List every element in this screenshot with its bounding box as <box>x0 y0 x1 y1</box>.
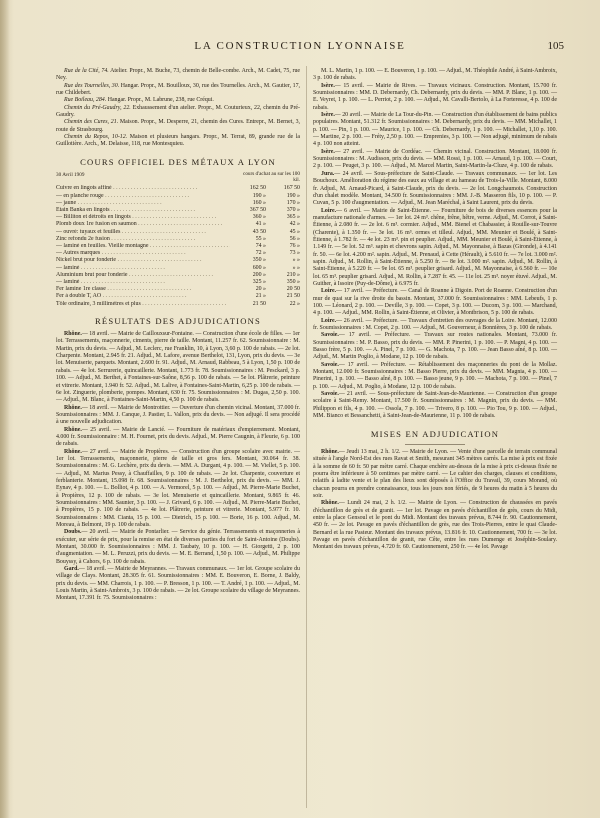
metal-name: — laminé en feuilles. Vieille montagne . . . <box>56 243 230 250</box>
entry-region: Rhône. <box>321 500 339 507</box>
page-header <box>0 0 600 64</box>
metal-row <box>56 214 300 221</box>
metal-name: Etain Banka en lingots . . . <box>56 207 230 214</box>
result-entry: Savoie.— 21 avril. — Sous-préfecture de Saint-Jean-de-Maurienne. — Construction d'un groupe scolaire à Saint-Remy. Montant, 17.500 fr. Soumissionnaires : M. Magnin, prix du devis. — MM. Philippon et fils, 4 p. 100. — Ossola, 7 p. 100. — Trivero, 8 p. 100. — Pio Tou, 9 p. 100. — Adjud., MM. Bianco et Bessanchetti, à Saint-Jean-de-Maurienne, 11 p. 100 de rabais. <box>313 391 557 420</box>
results-section-title: RÉSULTATS DES ADJUDICATIONS <box>94 315 262 326</box>
metal-name: — jaune . . . <box>56 200 230 207</box>
metal-row <box>56 272 300 279</box>
right-column <box>313 68 557 552</box>
metal-price-min: 600 » <box>252 264 266 271</box>
permit-street: Chemin des Cures, 21. <box>64 119 119 126</box>
permit-entry: Chemin des Cures, 21. Maison. Propr., M. Desperre, 21, chemin des Cures. Entrepr., M. Bernet, 3, route de Strasbourg. <box>56 119 300 133</box>
metals-table-header <box>56 172 300 183</box>
permit-street: Rue de la Cité, 74. <box>64 68 109 74</box>
metal-row <box>56 236 300 243</box>
results-list-right <box>313 68 557 421</box>
result-entry: Doubs.— 20 avril. — Mairie de Pontarlier. — Service du génie. Terrassements et maçonneries à exécuter, sur série de prix, pour la remise en état de diverses parties du fort de Saint-Antoine (Doubs). Montant, 30.000 fr. Soumissionnaires : MM. J. Taubaty, 10 p. 100. — H. Giorgetti, 2 p. 100 d'augmentation. — M. L. Peruzzi, prix du devis. — M. E. Berrand, 1,50 p. 100. — Adjud., M. Philippe Bouyssy, à Cahors, 6 p. 100 de rabais. <box>56 529 300 565</box>
entry-region: Rhône. <box>64 448 82 455</box>
metal-price-max: 21 50 <box>286 293 300 300</box>
entry-region: Isère. <box>321 82 335 89</box>
metal-price-min: 21 » <box>255 293 266 300</box>
metal-name: Fer lamine 1re classe . . . <box>56 286 230 293</box>
metal-price-max: 76 » <box>289 242 300 249</box>
entry-region: Loire. <box>321 207 337 214</box>
entry-region: Savoie. <box>321 391 339 398</box>
metal-price-max: 22 » <box>289 300 300 307</box>
metal-name: — laminé . . . <box>56 279 230 286</box>
metal-price-min: 325 » <box>252 278 266 285</box>
results-list-left <box>56 331 300 603</box>
result-entry: Rhône.— 25 avril. — Mairie de Lancié. — Fourniture de matériaux d'empierrement. Montant, 4.000 fr. Soumissionnaire : M. H. Fournet, prix du devis. Adjud., M. Pierre Caugnin, à Fleurie, 6 p. 100 de rabais. <box>56 426 300 448</box>
result-entry: Loire.— 26 avril. — Préfecture. — Travaux d'entretien des ouvrages de la Loire. Montant, 12.000 fr. Soumissionnaires : M. Copet, 2 p. 100. — Adjud., M. Gouverneur, à Bonnières, 3 p. 100 de rabais. <box>313 317 557 332</box>
metals-table <box>56 185 300 307</box>
metal-row <box>56 301 300 308</box>
result-entry: Savoie.— 17 avril. — Préfecture. — Rétablissement des maçonneries du pont de la Mollaz. Montant, 12.000 fr. Soumissionnaires : M. Basso Pierre, prix du devis. — MM. Magnia, 4 p. 100. — Pinerini, 1 p. 100. — Basso aîné, 8 p. 100. — Basso jeune, 9 p. 100. — Machota, 7 p. 100. — Pinel, 7 p. 100. — Adjud., M. Poglio, à Modane, 12 p. 100 de rabais. <box>313 361 557 390</box>
metal-name: Cuivre en lingots affiné . . . <box>56 185 230 192</box>
permit-entry: Rue de la Cité, 74. Atelier. Propr., M. Buche, 73, chemin de Belle-combe. Arch., M. Cadet, 75, rue Ney. <box>56 68 301 82</box>
metal-name: Plomb doux 1re fusion en saumon . . . <box>56 221 230 228</box>
entry-region: Savoie. <box>321 332 339 339</box>
metal-price-min: 350 » <box>252 257 266 264</box>
result-entry: Gard.— 18 avril. — Mairie de Meyrannes. — Travaux communaux. — 1er lot. Groupe scolaire du village de Clays. Montant, 28.305 fr. 61. Soumissionnaires : MM. E. Bouveron, E. Borne, J. Baldy, prix du devis. — MM. Charrois, 1 p. 100. — P. Bresson, 1 p. 100. — T. André, 1 p. 100. — Adjud., M. Louis Martin, à Saint-Ambroix, 3 p. 100 de rabais. — 2e lot. Groupe scolaire du village de Meyrannes. Montant, 17.391 fr. 75. Soumissionnaires : <box>56 566 300 602</box>
metal-price-max: » » <box>292 264 300 271</box>
metal-price-max: 42 » <box>289 221 300 228</box>
result-entry: Rhône.— 18 avril. — Mairie de Caillouxsur-Fontaine. — Construction d'une école de filles. — 1er lot. Terrassements, maçonnerie, ciments, pierre de taille. Montant, 11.257 fr. 62. Soumissionnaire : M. Martin, prix du devis. — Adjud., M. Leclerc, rue Franklin, 10, à Lyon, 3,60 p. 100 de rabais. — 2e lot. Charpente. Montant, 2.945 fr. 21. Adjud., M. Lafore, avenue Berthelot, 131, Lyon, prix du devis. — 3e lot. Menuiserie, parquets. Montant, 2.600 fr. 91. Adjud., M. Arnaud, Rabbeau, 5 à Lyon, 1,50 p. 100 de rabais. — 4e lot. Serrurerie, quincaillerie. Montant, 1.773 fr. 78. Soumissionnaires : M. Pesckard, 3 p. 100. — Adjud., M. Berthet, à Fontaines-sur-Saône, 8,56 p. 100 de rabais. — 5e lot. Plâtrerie, peinture et vitrerie. Montant, 1.940 fr. 52. Adjud., M. Lalive, à Fontaines-Saint-Martin, 6,25 p. 100 de rabais. — 6e lot. Zinguerie, plomberie, pompes. Montant, 630 fr. 75. Soumissionnaires : M. Dugas, 2,50 p. 100. — Adjud., M. Blanc, à Fontaines-Saint-Martin, 4,50 p. 100 de rabais. <box>56 331 300 404</box>
metal-row <box>56 286 300 293</box>
result-entry: Isère.— 27 avril. — Mairie de Cordéac. — Chemin vicinal. Construction. Montant, 18.000 fr. Soumissionnaires : M. Audisson, prix du devis. — MM. Rossi, 1 p. 100. — Arnaud, 1 p. 100. — Court, 2 p. 100. — Peuget, 3 p. 100. — Adjud., M. Marcel Martin, Saint-Martin-la-Cluze, 4 p. 100 de rabais. <box>313 148 557 170</box>
metal-name: Zinc refondu 2e fusion . . . <box>56 236 230 243</box>
entry-region: Rhône. <box>321 448 339 455</box>
metal-name: Tôle ordinaire, 3 millimètres et plus . . . <box>56 301 230 308</box>
metals-date: 30 Avril 1909 <box>56 172 85 179</box>
metal-row <box>56 221 300 228</box>
metal-row <box>56 265 300 272</box>
metal-price-max: 370 » <box>286 206 300 213</box>
metal-price-min: 20 » <box>255 286 266 293</box>
metal-row <box>56 279 300 286</box>
metal-row <box>56 257 300 264</box>
permit-street: Rue des Tournelles, 30. <box>64 82 120 89</box>
building-permits-list <box>56 68 300 149</box>
metal-row <box>56 243 300 250</box>
metal-price-min: 367 50 <box>249 206 266 213</box>
metal-row <box>56 250 300 257</box>
metal-row <box>56 200 300 207</box>
mises-section-title: MISES EN ADJUDICATION <box>370 428 500 439</box>
metal-price-max: 210 » <box>286 271 300 278</box>
metal-name: — Autres marques . . . <box>56 250 230 257</box>
entry-region: Doubs. <box>64 529 82 536</box>
permit-street: Chemin du Repos, 10-12. <box>64 134 128 141</box>
metal-price-max: » » <box>292 257 300 264</box>
page-binding-shadow <box>0 0 10 818</box>
entry-region: Gard. <box>64 566 79 573</box>
result-entry: Loire.— 6 avril. — Mairie de Saint-Étienne. — Fourniture de bois de diverses essences pour la manufacture nationale d'armes. — 1er lot. 24 m³. chêne, frêne, hêtre, verne. Adjud., M. Corrot, à Saint-Étienne, à 2.080 fr. — 2e lot. 6 m³. cormier. Adjud., MM. Bienel et Chabassier, à Rouille-sur-Touvre (Charente), à 1.350 fr. — 3e lot. 16 m³. ormes et tilleul. Adjud., MM. Meunier et Boulé, à Saint-Étienne, à 1.782 fr. — 4e lot. 23 m³. pin et peuplier. Adjud., MM. Meunier et Boulé, à Saint-Étienne, à 1.149 fr. — 5e lot. 52 m³. sapin et chevrons sapin. Adjud., M. Mayonnaise, à Bazas (Gironde), à 4.141 fr. 50. — 6e lot. 4.200 m². sapin. Adjud., M. Prenaud, à Cette (Hérault), à 5.610 fr. — 7e lot. 3.000 m². sapin. Adjud., M. Rollin, à Saint-Étienne, à 5.250 fr. — 8e lot. 3.000 m². sapin. Adjud., M. Rollin, à Saint-Étienne, à 5.220 fr. — 9e lot. 65 m³. peuplier grisard. Adjud., M. Mayonnaise, à 6.560 fr. — 10e lot. 65 m³. peuplier grisard. Adjud., M. Rollin, à 7.287 fr. 45. — 11e lot. 25 m³. noyer étuvé. Adjud., M. Guither, à Issoire (Puy-de-Dôme), à 6.975 fr. <box>313 207 557 287</box>
metal-price-min: 74 » <box>255 242 266 249</box>
result-entry: Rhône.— 18 avril. — Mairie de Montrottier. — Ouverture d'un chemin vicinal. Montant, 37.000 fr. Soumissionnaires : MM. J. Canque, J. Pastier, L. Vallon, prix du devis. — Non adjugé. Il sera procédé à une nouvelle adjudication. <box>56 404 300 426</box>
metal-price-min: 200 » <box>252 271 266 278</box>
permit-entry: Chemin du Repos, 10-12. Maison et plusieurs hangars. Propr., M. Terrat, 89, grande rue de la Guillotière. Arch., M. Delaisse, 118, rue Montesquieu. <box>56 134 300 148</box>
metals-column-head: cours d'achat au sur les 100 kil. <box>243 171 300 183</box>
entry-region: Isère. <box>321 148 335 155</box>
metal-price-min: 162 50 <box>249 185 266 192</box>
result-entry: Loire.— 17 avril. — Préfecture. — Canal de Roanne à Digoin. Port de Roanne. Construction d'un mur de quai sur la rive droite du bassin. Montant, 37.000 fr. Soumissionnaires : MM. Lebeufs, 1 p. 100. — Léonard, 2 p. 100. — Deville, 3 p. 100. — Copet, 3 p. 100. — Ducom, 3 p. 100. — Marchand, 4 p. 100. — Adjud., MM. Rollin, à Saint-Étienne, et Olivier, à Montbrison, 5 p. 100 de rabais. <box>313 288 557 317</box>
metal-name: — en planche rouge . . . <box>56 193 230 200</box>
entry-region: Jura. <box>321 170 335 177</box>
result-entry: Jura.— 24 avril. — Sous-préfecture de Saint-Claude. — Travaux communaux. — 1er lot. Les Bouchoux. Amélioration du régime des eaux au village et au hameau de Trois-la-Ville. Montant, 8.000 fr. Adjud., M. Arnaud-Picard, à Saint-Claude, prix du devis. — 2e lot. Longchaumois. Construction d'un chalet modèle. Montant, 34.500 fr. Soumissionnaires : MM. J.-B. Masseron fils, 10 p. 100. — P. Cuvan, 5 p. 100 d'augmentation. — Adjud., M. Jean Maréchal, à Saint Laurent, prix du devis. <box>313 170 557 207</box>
entry-region: Rhône. <box>64 404 82 411</box>
metal-price-min: 21 50 <box>252 300 266 307</box>
metal-name: Fer à double T, AO . . . <box>56 293 230 300</box>
metal-price-max: 170 » <box>286 199 300 206</box>
metal-price-min: 160 » <box>252 199 266 206</box>
permit-street: Rue Boileau, 284. <box>64 97 107 104</box>
metal-price-min: 43 50 <box>252 228 266 235</box>
metal-name: Nickel brut pour fonderie . . . <box>56 257 230 264</box>
mise-entry: Rhône.— Lundi 24 mai, 2 h. 1/2. — Mairie de Lyon. — Construction de chaussées en pavés d'échantillon de grès et de granit. — 1er lot. Pavage en pavés d'échantillon de grès, cours du Midi, entre la place Gensoul et le pont du Midi. Montant des travaux prévus, 8.744 fr. 90. Cautionnement, 450 fr. — 2e lot. Pavage en pavés d'échantillon de grès, rue des Trois-Pierres, entre le quai Claude-Bernard et la rue Pasteur. Montant des travaux prévus, 13.816 fr. 10. Cautionnement, 700 fr. — 3e lot. Pavage en pavés d'échantillon de granit, rue Cête, entre les rues Dumenge et Joséphin-Soulary. Montant des travaux prévus, 4.720 fr. 60. Cautionnement, 250 fr. — 4e lot. Pavage <box>313 500 557 551</box>
mise-entry: Rhône.— Jeudi 13 mai, 2 h. 1/2. — Mairie de Lyon. — Vente d'une parcelle de terrain communal située à l'angle Nord-Est des rues Ravat et Smith, mesurant 345 mètres carrés. La mise à prix est fixée à la somme de 60 fr. 50 par mètre carré. Chaque enchère au-dessus de la mise à prix ci-dessus fixée ne pourra être inférieure à 50 centimes par mètre carré. — Le cahier des charges, clauses et conditions, relatifs à ladite vente et le plan des lieux sont déposés à l'Office du Travail, 39, cours Morand, où chacun pourra en prendre connaissance, tous les jours non fériés, de 9 heures du matin à 5 heures du soir. <box>313 448 557 499</box>
metal-row <box>56 207 300 214</box>
permit-entry: Rue des Tournelles, 30. Hangar. Propr., M. Bouilloux, 30, rue des Tournelles. Arch., M. Gautier, 17, rue Childebert. <box>56 82 300 97</box>
metal-price-min: 72 » <box>255 250 266 257</box>
page-number: 105 <box>547 40 564 52</box>
metal-price-max: 73 » <box>289 250 300 257</box>
metal-price-max: 190 » <box>286 192 300 199</box>
metal-name: Aluminium brut pour fonderie . . . <box>56 272 230 279</box>
entry-region: Savoie. <box>321 361 339 368</box>
metal-price-min: 190 » <box>252 192 266 199</box>
section-rule <box>405 444 465 445</box>
result-entry: Savoie.— 17 avril. — Préfecture. — Travaux sur routes nationales. Montant, 73.000 fr. Soumissionnaires : M. P. Basso, prix du devis. — MM. P. Pinerini, 1 p. 100. — P. Magni, 4 p. 100. — Basso frère, 5 p. 100. — A. Pinel, 7 p. 100. — G. Machota, 7 p. 100. — Jean Basso aîné, 8 p. 100. — Adjud., M. Martin Poglio, à Modane, 12 p. 100 de rabais. <box>313 332 557 361</box>
metal-price-max: 365 » <box>286 214 300 221</box>
metal-price-max: 45 » <box>289 228 300 235</box>
entry-region: Rhône. <box>64 426 82 433</box>
result-entry: Isère.— 20 avril. — Mairie de La Tour-du-Pin. — Construction d'un établissement de bains publics populaires. Montant, 51.312 fr. Soumissionnaires : M. Debernardy, prix du devis. — MM. Michallet, 1 p. 100. — Pin, 1 p. 100. — Maurice, 1 p. 100. — Ch. Debernardy, 1 p. 100. — Michallet, 1,10 p. 100. — Martine, 2 p. 100. — Fréty, 2,50 p. 100. — Emprenies, 3 p. 100. — Non adjugé, minimum de rabais 4 p. 100 non atteint. <box>313 112 557 148</box>
metal-price-max: 350 » <box>286 278 300 285</box>
metal-row <box>56 193 300 200</box>
entry-region: Loire. <box>321 317 337 324</box>
metal-price-max: 167 50 <box>283 185 300 192</box>
metal-name: — ouvré: tuyaux et feuilles . . . <box>56 229 230 236</box>
left-column <box>56 68 300 603</box>
metal-price-min: 360 » <box>252 214 266 221</box>
metal-name: — laminé . . . <box>56 265 230 272</box>
metal-price-min: 55 » <box>255 235 266 242</box>
journal-title: LA CONSTRUCTION LYONNAISE <box>194 40 406 52</box>
entry-region: Loire. <box>321 288 337 295</box>
metal-name: — Billiton et détroits en lingots . . . <box>56 214 230 221</box>
result-entry: Rhône.— 27 avril. — Mairie de Propières. — Construction d'un groupe scolaire avec mairie. — 1er lot. Terrassements, maçonnerie, pierre de taille et gros fers. Montant, 30.064 fr. 38. Soumissionnaires : M. G. Lechère, prix du devis. — MM. A. Durgant, 4 p. 100. — M. Viellet, 5 p. 100. — Adjud., M. Marius Pessy, à Chauffailles, 9 p. 100 de rabais. — 2e lot. Charpente, couverture et ferblanterie. Montant, 15.098 fr. 68. Soumissionnaires : M. J. Berthelot, prix du devis. — MM. J. Eynav, 4 p. 100. — L. Bolliot, 4 p. 100. — A. Vermorel, 5 p. 100. — Adjud., M. Pierre-Marie Buchet, à Propières, 12 p. 100 de rabais. — 3e lot. Menuiserie et quincaillerie. Montant, 9.865 fr. 46. Soumissionnaires : MM. Saunier, 3 p. 100. — J. Grivard, 6 p. 100. — Adjud., M. Pierre-Marie Buchet, à Propières, 15 p. 100 de rabais. — 4e lot. Plâtrerie, peinture et vitrerie. Montant, 5.977 fr. 10. Soumissionnaires : MM. Cianta, 15 p. 100. — Dietrich, 15 p. 100. — Borie, 16 p. 100. Adjud., M. Moreau, à Belmont, 19 p. 100 de rabais. <box>56 448 300 529</box>
permit-street: Chemin du Pré-Gaudry, 22. <box>64 104 131 111</box>
permit-entry: Rue Boileau, 284. Hangar. Propr., M. Labrune, 238, rue Créqui. <box>64 97 214 104</box>
column-divider <box>306 66 307 808</box>
entry-region: Rhône. <box>64 331 82 338</box>
entry-region: Isère. <box>321 112 335 119</box>
metal-row <box>56 293 300 300</box>
metal-row <box>56 185 300 192</box>
result-entry: M. L. Martin, 1 p. 100. — E. Bouveron, 1 p. 100. — Adjud., M. Théophile André, à Saint-Ambroix, 3 p. 100 de rabais. <box>313 68 557 82</box>
metals-section-title: COURS OFFICIEL DES MÉTAUX A LYON <box>80 156 276 167</box>
metal-price-max: 56 » <box>289 235 300 242</box>
metal-price-max: 20 50 <box>286 286 300 293</box>
permit-entry: Chemin du Pré-Gaudry, 22. Exhaussement d'un atelier. Propr., M. Couturieux, 22, chemin du Pré-Gaudry. <box>56 104 300 119</box>
metal-row <box>56 229 300 236</box>
result-entry: Isère.— 15 avril. — Mairie de Rives. — Travaux vicinaux. Construction. Montant, 15.700 fr. Soumissionnaires : MM. D. Debernardy, Ch. Debernardy, prix du devis. — MM. P. Blanc, 1 p. 100. — E. Veyret, 1 p. 100. — L. Perriot, 2 p. 100. — Adjud., M. Cavalli-Bertolo, à La Forteresse, 4 p. 100 de rabais. <box>313 82 557 111</box>
mises-list <box>313 449 557 552</box>
metal-price-min: 41 » <box>255 221 266 228</box>
